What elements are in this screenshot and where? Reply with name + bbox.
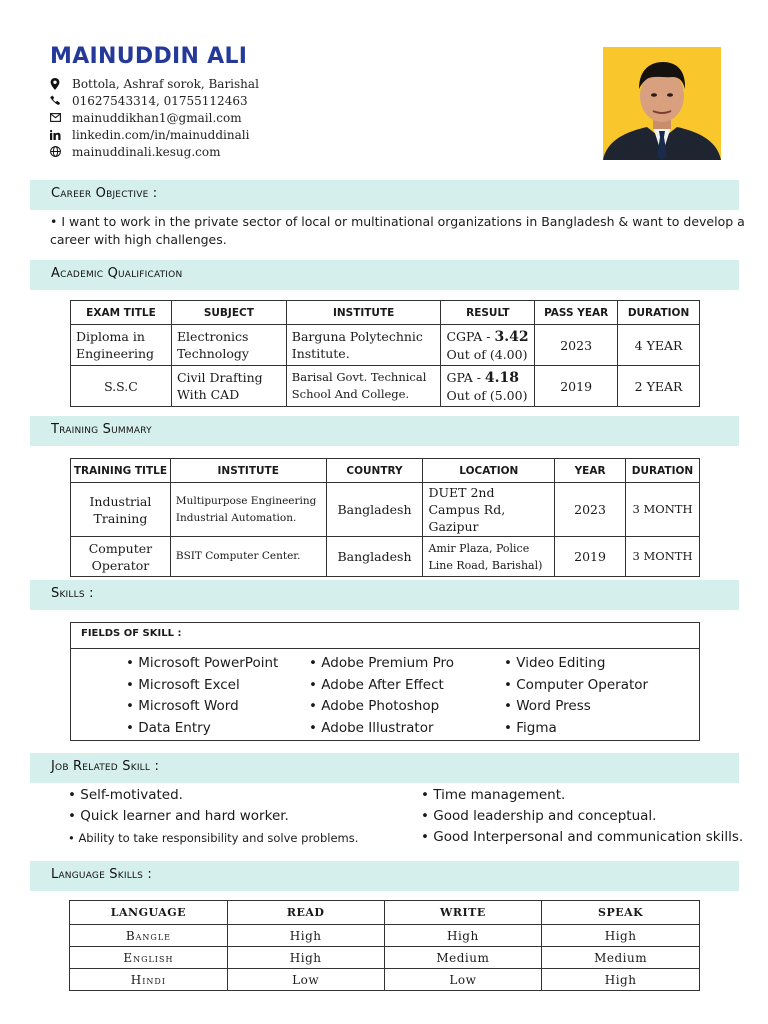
skills-box: [70, 622, 700, 741]
column-header: INSTITUTE: [286, 301, 441, 325]
list-item: • Adobe Premium Pro: [309, 655, 455, 671]
subject: Civil Drafting With CAD: [171, 366, 286, 407]
language-name: Bangle: [70, 925, 228, 947]
job-skills-right: [421, 787, 743, 850]
skills-column-1: [126, 653, 278, 739]
write-level: High: [384, 925, 542, 947]
contact-email[interactable]: mainuddikhan1@gmail.com: [50, 109, 259, 126]
duration: 3 MONTH: [626, 537, 700, 577]
list-item: • Word Press: [504, 698, 591, 714]
language-name: Hindi: [70, 969, 228, 991]
training-title: Computer Operator: [71, 537, 171, 577]
column-header: DURATION: [626, 459, 700, 483]
career-objective-text: • I want to work in the private sector of local or multinational organizations in Bangladesh & want to develop a career with high challenges.: [50, 214, 745, 247]
column-header: RESULT: [441, 301, 535, 325]
column-header: READ: [227, 901, 384, 925]
write-level: Medium: [384, 947, 542, 969]
list-item: • Figma: [504, 719, 557, 736]
academic-table: [70, 300, 700, 407]
candidate-name: MAINUDDIN ALI: [50, 44, 248, 69]
section-training: [30, 416, 739, 446]
column-header: PASS YEAR: [535, 301, 618, 325]
list-item: • Computer Operator: [504, 676, 649, 693]
section-title-training: Training Summary: [51, 422, 152, 437]
skills-header: FIELDS OF SKILL :: [71, 623, 699, 649]
section-title-language: Language Skills :: [51, 867, 152, 882]
list-item: • Ability to take responsibility and solve problems.: [68, 831, 359, 845]
list-item: • Adobe Photoshop: [309, 698, 440, 714]
duration: 2 YEAR: [618, 366, 700, 407]
institute: Multipurpose Engineering Industrial Automation.: [170, 483, 326, 537]
speak-level: Medium: [542, 947, 700, 969]
contact-address: Bottola, Ashraf sorok, Barishal: [50, 75, 259, 92]
country: Bangladesh: [326, 537, 423, 577]
table-row: [71, 325, 700, 366]
speak-level: High: [542, 969, 700, 991]
section-title-skills: Skills :: [51, 586, 94, 601]
contact-list: [50, 75, 259, 160]
column-header: TRAINING TITLE: [71, 459, 171, 483]
contact-linkedin[interactable]: linkedin.com/in/mainuddinali: [50, 126, 259, 143]
result: GPA - 4.18 Out of (5.00): [441, 366, 535, 407]
phone-icon: [50, 95, 72, 106]
column-header: DURATION: [618, 301, 700, 325]
duration: 3 MONTH: [626, 483, 700, 537]
skills-column-3: [504, 653, 648, 739]
year: 2023: [555, 483, 626, 537]
exam-title: Diploma in Engineering: [71, 325, 172, 366]
subject: Electronics Technology: [171, 325, 286, 366]
section-skills: [30, 580, 739, 610]
table-row: [71, 537, 700, 577]
profile-photo: [603, 47, 721, 160]
table-row: [71, 366, 700, 407]
read-level: High: [227, 947, 384, 969]
list-item: • Adobe Illustrator: [309, 719, 434, 736]
table-header-row: [71, 301, 700, 325]
institute: Barguna Polytechnic Institute.: [286, 325, 441, 366]
table-row: [70, 947, 700, 969]
table-row: [70, 925, 700, 947]
column-header: SUBJECT: [171, 301, 286, 325]
list-item: • Good leadership and conceptual.: [421, 808, 657, 824]
year: 2019: [555, 537, 626, 577]
duration: 4 YEAR: [618, 325, 700, 366]
table-header-row: [71, 459, 700, 483]
skills-column-2: [309, 653, 454, 739]
section-language: [30, 861, 739, 891]
country: Bangladesh: [326, 483, 423, 537]
language-table: [69, 900, 700, 991]
write-level: Low: [384, 969, 542, 991]
read-level: High: [227, 925, 384, 947]
list-item: • Adobe After Effect: [309, 676, 444, 693]
list-item: • Good Interpersonal and communication skills.: [421, 829, 744, 845]
list-item: • Self-motivated.: [68, 787, 183, 803]
column-header: EXAM TITLE: [71, 301, 172, 325]
list-item: • Quick learner and hard worker.: [68, 808, 289, 824]
table-header-row: [70, 901, 700, 925]
institute: Barisal Govt. Technical School And College.: [286, 366, 441, 407]
section-job-skills: [30, 753, 739, 783]
column-header: INSTITUTE: [170, 459, 326, 483]
language-name: English: [70, 947, 228, 969]
training-table: [70, 458, 700, 577]
contact-phone: 01627543314, 01755112463: [50, 92, 259, 109]
list-item: • Video Editing: [504, 655, 606, 671]
section-title-job: Job Related Skill :: [51, 759, 160, 774]
section-career-objective: [30, 180, 739, 210]
email-icon: [50, 113, 72, 122]
list-item: • Microsoft Word: [126, 698, 239, 714]
column-header: YEAR: [555, 459, 626, 483]
section-title-academic: Academic Qualification: [51, 266, 183, 281]
section-academic: [30, 260, 739, 290]
column-header: SPEAK: [542, 901, 700, 925]
location: Amir Plaza, Police Line Road, Barishal): [423, 537, 555, 577]
training-title: Industrial Training: [71, 483, 171, 537]
job-skills-left: [68, 787, 358, 850]
result: CGPA - 3.42 Out of (4.00): [441, 325, 535, 366]
location-pin-icon: [50, 78, 72, 90]
linkedin-icon: [50, 130, 72, 140]
speak-level: High: [542, 925, 700, 947]
read-level: Low: [227, 969, 384, 991]
table-row: [71, 483, 700, 537]
pass-year: 2023: [535, 325, 618, 366]
institute: BSIT Computer Center.: [170, 537, 326, 577]
table-row: [70, 969, 700, 991]
section-title-career: Career Objective :: [51, 186, 158, 201]
column-header: COUNTRY: [326, 459, 423, 483]
location: DUET 2nd Campus Rd, Gazipur: [423, 483, 555, 537]
list-item: • Time management.: [421, 787, 566, 803]
list-item: • Microsoft Excel: [126, 676, 240, 693]
list-item: • Data Entry: [126, 719, 211, 736]
contact-website[interactable]: mainuddinali.kesug.com: [50, 143, 259, 160]
globe-icon: [50, 146, 72, 157]
exam-title: S.S.C: [71, 366, 172, 407]
column-header: LOCATION: [423, 459, 555, 483]
pass-year: 2019: [535, 366, 618, 407]
column-header: WRITE: [384, 901, 542, 925]
list-item: • Microsoft PowerPoint: [126, 655, 279, 671]
column-header: LANGUAGE: [70, 901, 228, 925]
